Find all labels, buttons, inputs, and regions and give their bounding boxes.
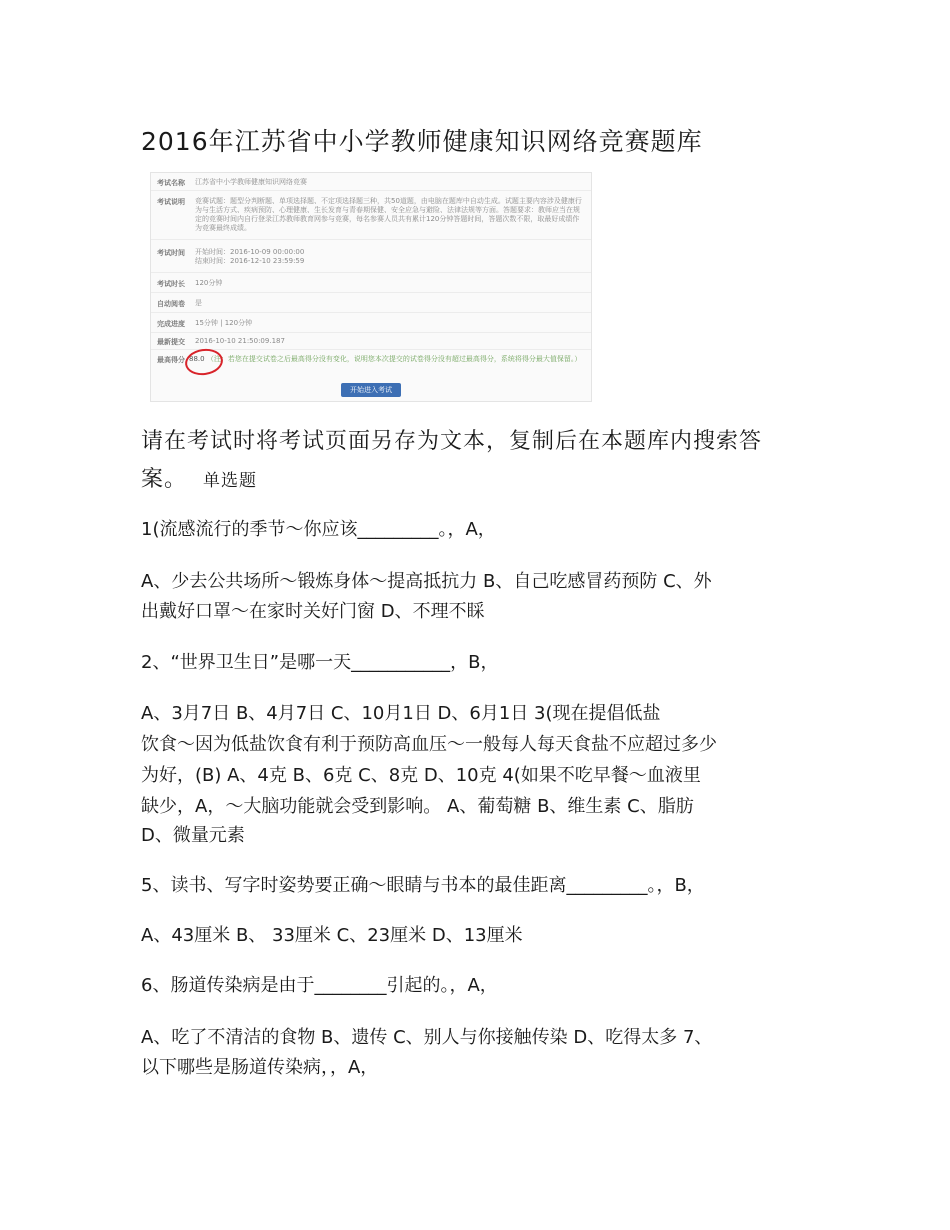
exam-row-last-submit: [151, 333, 591, 350]
question-2-block-line-3: 为好，(B) A、4克 B、6克 C、8克 D、10克 4(如果不吃早餐～血液里: [141, 765, 701, 786]
question-1-options-line-1: A、少去公共场所～锻炼身体～提高抵抗力 B、自己吃感冒药预防 C、外: [141, 571, 712, 592]
exam-row-value: 2016-10-10 21:50:09.187: [195, 337, 285, 345]
exam-row-label: 考试名称: [157, 179, 185, 187]
exam-row-value: 120分钟: [195, 279, 223, 287]
exam-row-value: 江苏省中小学教师健康知识网络竞赛: [195, 178, 307, 186]
embedded-exam-screenshot: [150, 172, 592, 402]
question-2: 2、“世界卫生日”是哪一天___________，B，: [141, 652, 499, 673]
question-5: 5、读书、写字时姿势要正确～眼睛与书本的最佳距离_________。，B，: [141, 875, 705, 896]
exam-row-duration: [151, 273, 591, 293]
exam-row-label: 考试时间: [157, 249, 185, 257]
exam-row-label: 考试说明: [157, 198, 185, 206]
exam-row-name: [151, 173, 591, 191]
exam-row-description: [151, 191, 591, 240]
question-2-block-line-5: D、微量元素: [141, 825, 245, 846]
document-title: 2016年江苏省中小学教师健康知识网络竞赛题库: [141, 127, 703, 156]
exam-row-value: 开始时间：2016-10-09 00:00:00 结束时间：2016-12-10 23:59:59: [195, 248, 305, 265]
question-1: 1(流感流行的季节～你应该_________。，A，: [141, 519, 496, 540]
exam-row-label: 最高得分: [157, 356, 185, 364]
question-6: 6、肠道传染病是由于________引起的。，A，: [141, 975, 498, 996]
exam-row-value: 15分钟 | 120分钟: [195, 319, 253, 327]
best-score-value: 88.0: [189, 355, 205, 363]
intro-text: 案。: [141, 467, 188, 492]
question-2-block-line-1: A、3月7日 B、4月7日 C、10月1日 D、6月1日 3(现在提倡低盐: [141, 703, 661, 724]
question-6-options-line-2: 以下哪些是肠道传染病，，A，: [141, 1057, 379, 1078]
exam-row-label: 自动阅卷: [157, 300, 185, 308]
exam-row-value: 是: [195, 299, 202, 307]
intro-line-1: 请在考试时将考试页面另存为文本，复制后在本题库内搜索答: [141, 429, 763, 454]
question-6-options-line-1: A、吃了不清洁的食物 B、遗传 C、别人与你接触传染 D、吃得太多 7、: [141, 1027, 713, 1048]
question-1-options-line-2: 出戴好口罩～在家时关好门窗 D、不理不睬: [141, 601, 485, 622]
exam-row-label: 最新提交: [157, 338, 185, 346]
best-score-note: （注：若您在提交试卷之后最高得分没有变化，说明您本次提交的试卷得分没有超过最高得分，系统将得分最大值保留。）: [206, 355, 582, 363]
question-5-options: A、43厘米 B、 33厘米 C、23厘米 D、13厘米: [141, 925, 523, 946]
exam-row-time: [151, 240, 591, 273]
start-exam-button[interactable]: 开始进入考试: [341, 383, 401, 397]
section-tag: 单选题: [203, 471, 258, 491]
exam-row-auto-grade: [151, 293, 591, 313]
exam-row-label: 考试时长: [157, 280, 185, 288]
intro-line-2: [141, 462, 821, 499]
exam-row-label: 完成进度: [157, 320, 185, 328]
question-2-block-line-4: 缺少，A，～大脑功能就会受到影响。 A、葡萄糖 B、维生素 C、脂肪: [141, 796, 694, 817]
exam-row-progress: [151, 313, 591, 333]
exam-row-value: [189, 355, 585, 364]
exam-row-value: 竞赛试题：题型分判断题、单项选择题、不定项选择题三种，共50道题，由电脑在题库中自动生成。试题主要内容涉及健康行为与生活方式、疾病预防、心理健康、生长发育与青春期保健、安全应急与避险、法律法规等方面。答题要求：教师应当在规定的竞赛时间内自行登录江苏教师教育网参与竞赛，每名参赛人员共有累计120分钟答题时间，答题次数不限，取最好成绩作为竞赛最终成绩。: [195, 197, 582, 232]
question-2-block-line-2: 饮食～因为低盐饮食有利于预防高血压～一般每人每天食盐不应超过多少: [141, 734, 717, 755]
